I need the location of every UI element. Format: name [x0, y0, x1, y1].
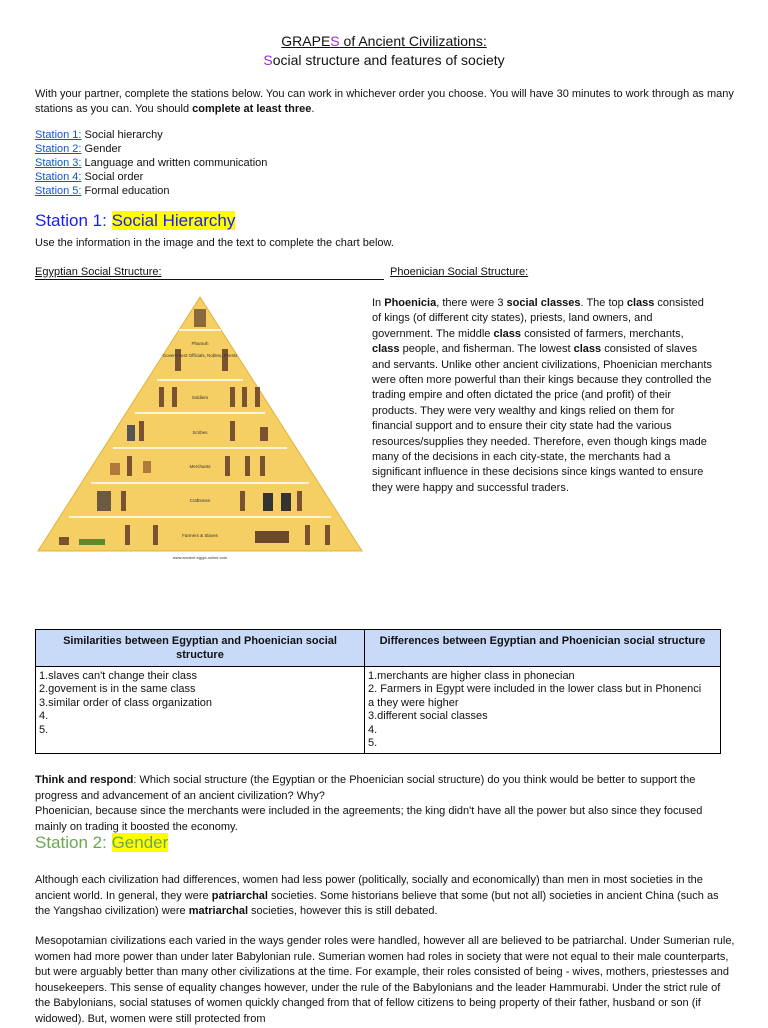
para-text: Although each civilization had differences, women had less power (politically, socially and economically) than men in most societies in the ancient world. In general, they were	[35, 874, 703, 902]
similarities-cell[interactable]	[36, 667, 365, 754]
heading-highlight: Gender	[111, 833, 169, 852]
title-part: of Ancient Civilizations:	[339, 33, 487, 49]
para-text: , there were 3	[436, 297, 507, 309]
intro-bold: complete at least three	[192, 103, 312, 115]
para-text: people, and fisherman. The lowest	[399, 343, 574, 356]
station-list-item	[35, 128, 735, 142]
pyramid-level-label: Scribes	[192, 430, 208, 435]
station-2-heading	[35, 835, 168, 850]
egyptian-structure-label	[35, 265, 384, 280]
list-item: 5.	[368, 737, 378, 750]
title-highlight: S	[330, 33, 340, 49]
station-list	[35, 128, 735, 198]
station-list-item	[35, 170, 735, 184]
para-bold: patriarchal	[211, 889, 268, 902]
think-and-respond	[35, 773, 735, 804]
comparison-table	[35, 629, 721, 754]
station-list-item	[35, 142, 735, 156]
think-answer[interactable]: Phoenician, because since the merchants were included in the agreements; the king didn't have all the power but also since they focused mainly on trading it boosted the economy.	[35, 805, 703, 833]
para-text: In	[372, 297, 385, 309]
heading-prefix: Station 1:	[35, 211, 112, 230]
differences-header: Differences between Egyptian and Phoenician social structure	[365, 630, 721, 667]
para-text: consisted of slaves and servants. Unlike other ancient civilizations, Phoenician merchants were often more powerful than their kings because they controlled the trading empire and often dictated the price (and profit) of their products. They were very wealthy and kings relied on them for financial support and to ensure their city state had the various resources/supplies they needed. Therefore, even though kings made many of the decisions in each city-state, the merchants had a significant influence in these decisions since kings wanted to ensure they were happy and successful traders.	[372, 343, 712, 494]
station-3-link[interactable]: Station 3:	[35, 157, 82, 169]
list-item: 2. Farmers in Egypt were included in the lower class but in Phonenci	[368, 683, 702, 696]
pyramid-level-label: Craftsmen	[189, 498, 211, 503]
doc-title-line1	[0, 34, 768, 49]
pyramid-level-label: Farmers & Slaves	[182, 533, 218, 538]
station-list-item	[35, 156, 735, 170]
list-item: 5.	[39, 723, 49, 736]
para-text: societies. Some historians believe that some (but not all) societies in ancient China (such as the Yangshao civilization) were	[35, 889, 719, 918]
title-part: GRAPE	[281, 33, 331, 49]
gender-paragraph-2: Mesopotamian civilizations each varied in the ways gender roles were handled, however all are believed to be patriarchal. Under Sumerian rule, women had more power than under later Babylonian rule. Sumerian women had roles in society that were not equal to their male counterparts, but were arguably better than many other civilizations at the time. For example, their roles consisted of being - wives, mothers, priestesses and housekeepers. This sense of equality changes however, under the rule of the Babylonians and the leader Hammurabi. Under the strict rule of the Babylonians, social statuses of women quickly changed from that of fellow citizens to being property of their father, husband or son (if widowed). But, women were still protected from	[35, 935, 735, 1025]
station-label: Formal education	[81, 185, 170, 197]
station-2-link[interactable]: Station 2:	[35, 143, 82, 155]
pyramid-level-label: Merchants	[189, 464, 211, 469]
para-bold: Phoenicia	[384, 297, 437, 309]
intro-text: With your partner, complete the stations below. You can work in whichever order you choose. You will have 30 minutes to work through as many stations as you can. You should	[35, 88, 734, 115]
pyramid-level-label: Government Officials, Nobles, Priests	[162, 353, 238, 358]
heading-prefix: Station 2:	[35, 833, 112, 852]
differences-cell[interactable]	[365, 667, 721, 754]
list-item: 3.different social classes	[368, 710, 488, 723]
station-1-link[interactable]: Station 1:	[35, 129, 82, 141]
station-5-link[interactable]: Station 5:	[35, 185, 82, 197]
intro-paragraph	[35, 87, 735, 117]
table-row	[36, 667, 721, 754]
para-bold: matriarchal	[188, 905, 248, 918]
think-label: Think and respond	[35, 774, 134, 786]
station-label: Gender	[81, 143, 122, 155]
phoenician-structure-label: Phoenician Social Structure:	[390, 266, 529, 278]
para-bold: class	[372, 343, 400, 356]
list-item: 4.	[368, 723, 378, 736]
intro-end: .	[311, 103, 315, 115]
para-text: consisted of kings (of different city states), priests, land owners, and government. The middle	[372, 297, 704, 340]
station-label: Social hierarchy	[81, 129, 163, 141]
pyramid-level-label: Soldiers	[191, 395, 209, 400]
title-part: ocial structure and features of society	[272, 52, 505, 68]
similarities-header: Similarities between Egyptian and Phoenician social structure	[36, 630, 365, 667]
station-4-link[interactable]: Station 4:	[35, 171, 82, 183]
station-1-heading	[35, 213, 235, 228]
para-bold: social classes	[506, 297, 581, 309]
para-bold: class	[626, 297, 655, 309]
list-item: 2.govement is in the same class	[39, 683, 196, 696]
gender-paragraph-1	[35, 873, 735, 920]
para-bold: class	[573, 343, 602, 356]
list-item: a they were higher	[368, 696, 459, 709]
title-highlight: S	[263, 52, 273, 68]
list-item: 4.	[39, 710, 49, 723]
para-text: societies, however this is still debated.	[248, 905, 438, 918]
station-label: Social order	[81, 171, 144, 183]
station-label: Language and written communication	[81, 157, 268, 169]
egyptian-pyramid-image	[35, 293, 365, 563]
station-list-item	[35, 184, 735, 198]
think-question: : Which social structure (the Egyptian or the Phoenician social structure) do you think would be better to support the progress and advancement of an ancient civilization? Why?	[35, 774, 696, 802]
para-text: . The top	[580, 297, 627, 309]
station-1-instruction: Use the information in the image and the text to complete the chart below.	[35, 237, 394, 249]
para-text: consisted of farmers, merchants,	[521, 327, 684, 340]
table-header-row	[36, 630, 721, 667]
list-item: 1.slaves can't change their class	[39, 670, 198, 682]
pyramid-level-label: Pharaoh	[191, 341, 209, 346]
list-item: 3.similar order of class organization	[39, 696, 213, 709]
pyramid-shape	[38, 297, 362, 551]
egyptian-label-text: Egyptian Social Structure:	[35, 266, 162, 278]
pyramid-source: www.ancient-egypt-online.com	[172, 555, 228, 560]
list-item: 1.merchants are higher class in phonecian	[368, 670, 575, 682]
para-bold: class	[493, 327, 522, 340]
heading-highlight: Social Hierarchy	[111, 211, 236, 230]
phoenicia-paragraph	[372, 296, 712, 496]
doc-title-line2	[0, 53, 768, 68]
